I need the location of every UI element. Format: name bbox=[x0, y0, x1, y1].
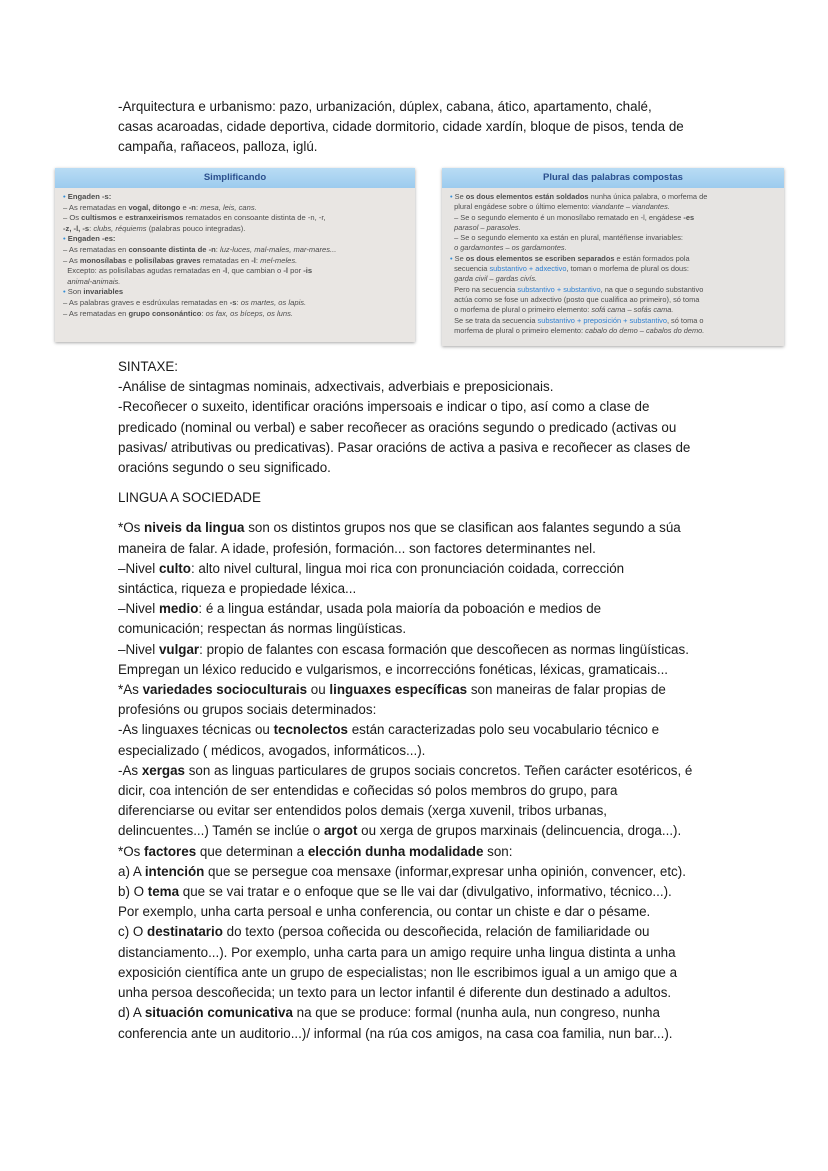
box-line: plural engádese sobre o último elemento: viandante – viandantes. bbox=[454, 202, 670, 212]
box-line: • Son invariables bbox=[63, 287, 124, 297]
text-line: sintáctica, riqueza e propiedade léxica... bbox=[118, 581, 357, 597]
box-line: – Se o segundo elemento xa están en plural, mantéñense invariables: bbox=[454, 233, 683, 243]
text-line: campaña, rañaceos, palloza, iglú. bbox=[118, 139, 318, 155]
text-line: –Nivel culto: alto nivel cultural, lingua moi rica con pronunciación coidada, corrección bbox=[118, 560, 625, 576]
box-line: • Engaden -es: bbox=[63, 234, 116, 244]
box-body bbox=[55, 188, 415, 319]
box-line: parasol – parasoles. bbox=[454, 222, 521, 232]
box-line: animal-animais. bbox=[67, 276, 121, 286]
text-line: *As variedades socioculturais ou linguaxes específicas son maneiras de falar propias de bbox=[118, 682, 666, 698]
text-line: d) A situación comunicativa na que se produce: formal (nunha aula, nun congreso, nunha bbox=[118, 1005, 660, 1021]
box-line: morfema de plural o primeiro elemento: cabalo do demo – cabalos do demo. bbox=[454, 325, 705, 335]
text-line: dicir, coa intención de ser entendidas e coñecidas só polos membros do grupo, para bbox=[118, 783, 618, 799]
text-line: –Nivel medio: é a lingua estándar, usada pola maioría da poboación e medios de bbox=[118, 601, 602, 617]
text-line: Por exemplo, unha carta persoal e unha conferencia, ou contar un chiste e dar o pésame. bbox=[118, 904, 651, 920]
text-line: oracións segundo o seu significado. bbox=[118, 460, 331, 476]
box-line: garda civil – gardas civís. bbox=[454, 274, 538, 284]
text-line: a) A intención que se persegue coa mensaxe (informar,expresar unha opinión, convencer, etc). bbox=[118, 863, 686, 879]
text-line: -Análise de sintagmas nominais, adxectivais, adverbiais e preposicionais. bbox=[118, 379, 554, 395]
text-line: especializado ( médicos, avogados, informáticos...). bbox=[118, 742, 426, 758]
box-title: Simplificando bbox=[55, 168, 415, 188]
text-line: maneira de falar. A idade, profesión, formación... son factores determinantes nel. bbox=[118, 540, 596, 556]
box-line: -z, -l, -s: clubs, réquiems (palabras pouco integradas). bbox=[63, 223, 246, 233]
text-line: *Os factores que determinan a elección dunha modalidade son: bbox=[118, 843, 513, 859]
box-line: secuencia substantivo + adxectivo, toman o morfema de plural os dous: bbox=[454, 264, 689, 274]
lingua-heading: LINGUA A SOCIEDADE bbox=[118, 490, 261, 506]
text-line: profesións ou grupos sociais determinados: bbox=[118, 702, 377, 718]
simplificando-photo-box bbox=[55, 168, 415, 342]
intro-paragraph bbox=[118, 97, 718, 158]
box-line: – As monosílabas e polisílabas graves rematadas en -l: mel-meles. bbox=[63, 255, 298, 265]
box-line: – As rematadas en vogal, ditongo e -n: mesa, leis, cans. bbox=[63, 202, 257, 212]
text-line: Empregan un léxico reducido e vulgarismos, e incorreccións fonéticas, léxicas, gramaticais... bbox=[118, 661, 669, 677]
text-line: conferencia ante un auditorio...)/ informal (na rúa cos amigos, na casa coa familia, nun bar...). bbox=[118, 1025, 673, 1041]
text-line: pasivas/ atributivas ou predicativas). Pasar oracións de activa a pasiva e recoñecer as clases de bbox=[118, 439, 691, 455]
text-line: unha persoa descoñecida; un texto para un lector infantil é diferente dun destinado a adultos. bbox=[118, 985, 672, 1001]
box-line: • Se os dous elementos se escriben separados e están formados pola bbox=[450, 253, 690, 263]
box-line: actúa como se fose un adxectivo (posto que cualifica ao primeiro), só toma bbox=[454, 294, 700, 304]
text-line: comunicación; respectan ás normas lingüísticas. bbox=[118, 621, 407, 637]
box-line: o gardamontes – os gardamontes. bbox=[454, 243, 567, 253]
text-line: *Os niveis da lingua son os distintos grupos nos que se clasifican aos falantes segundo a súa bbox=[118, 520, 681, 536]
sintaxe-heading: SINTAXE: bbox=[118, 359, 179, 374]
box-line: – As palabras graves e esdrúxulas rematadas en -s: os martes, os lapis. bbox=[63, 297, 307, 307]
text-line: b) O tema que se vai tratar e o enfoque que se lle vai dar (divulgativo, informativo, técnico...). bbox=[118, 884, 672, 900]
box-line: – As rematadas en consoante distinta de -n: luz-luces, mal-males, mar-mares... bbox=[63, 244, 337, 254]
text-line: casas acaroadas, cidade deportiva, cidade dormitorio, cidade xardín, bloque de pisos, tenda de bbox=[118, 119, 684, 135]
box-line: o morfema de plural o primeiro elemento: sofá cama – sofás cama. bbox=[454, 305, 674, 315]
text-line: predicado (nominal ou verbal) e saber recoñecer as oracións segundo o predicado (activas ou bbox=[118, 419, 677, 435]
box-line: Se se trata da secuencia substantivo + preposición + substantivo, só toma o bbox=[454, 315, 704, 325]
box-line: – Se o segundo elemento é un monosílabo rematado en -l, engádese -es bbox=[454, 212, 695, 222]
text-line: -As xergas son as linguas particulares de grupos sociais concretos. Teñen carácter esotéricos, é bbox=[118, 762, 693, 778]
text-line: exposición científica ante un grupo de especialistas; non lle escribimos igual a un amigo que a bbox=[118, 964, 678, 980]
text-line: -Recoñecer o suxeito, identificar oracións impersoais e indicar o tipo, así como a clase de bbox=[118, 399, 650, 415]
box-line: • Engaden -s: bbox=[63, 192, 112, 201]
box-body bbox=[442, 188, 784, 336]
box-line: Pero na secuencia substantivo + substantivo, na que o segundo substantivo bbox=[454, 284, 704, 294]
text-line: -As linguaxes técnicas ou tecnolectos están caracterizadas polo seu vocabulario técnico e bbox=[118, 722, 660, 738]
box-title: Plural das palabras compostas bbox=[442, 168, 784, 188]
text-line: -Arquitectura e urbanismo: pazo, urbanización, dúplex, cabana, ático, apartamento, chalé, bbox=[118, 99, 652, 114]
plural-compostas-photo-box bbox=[442, 168, 784, 346]
text-line: –Nivel vulgar: propio de falantes con escasa formación que descoñecen as normas lingüísticas. bbox=[118, 641, 689, 657]
box-line: • Se os dous elementos están soldados nunha única palabra, o morfema de bbox=[450, 192, 708, 201]
box-line: – Os cultismos e estranxeirismos rematados en consoante distinta de -n, -r, bbox=[63, 213, 326, 223]
text-line: delincuentes...) Tamén se inclúe o argot ou xerga de grupos marxinais (delincuencia, droga...). bbox=[118, 823, 682, 839]
box-line: Excepto: as polisílabas agudas rematadas en -l, que cambian o -l por -is bbox=[67, 266, 313, 276]
box-line: – As rematadas en grupo consonántico: os fax, os bíceps, os luns. bbox=[63, 308, 294, 318]
main-text-section bbox=[118, 357, 718, 1044]
text-line: diferenciarse ou evitar ser entendidos polos demais (xerga xuvenil, tribos urbanas, bbox=[118, 803, 608, 819]
text-line: c) O destinatario do texto (persoa coñecida ou descoñecida, relación de familiaridade ou bbox=[118, 924, 650, 940]
text-line: distanciamento...). Por exemplo, unha carta para un amigo require unha lingua distinta a unha bbox=[118, 944, 676, 960]
